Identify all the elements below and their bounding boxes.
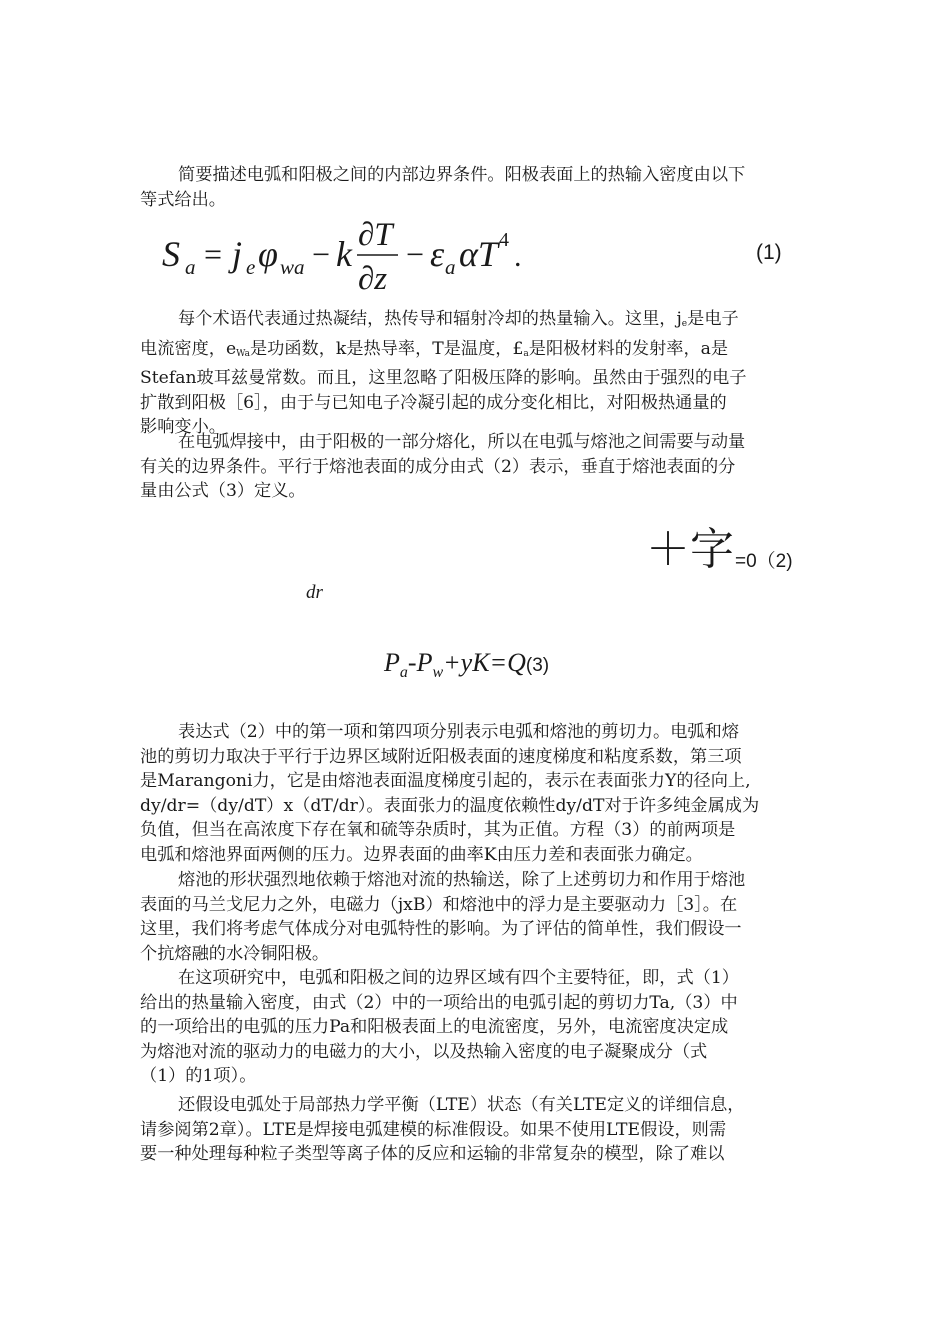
symbol-ewa-sub: Wa <box>236 348 250 359</box>
text-span: 电流密度， <box>140 338 226 359</box>
paragraph-terms <box>140 307 820 440</box>
eq1-alpha-T: αT <box>459 234 498 274</box>
text-line: 等式给出。 <box>140 189 226 210</box>
eq1-numerator: ∂T <box>358 217 393 253</box>
eq1-epsilon: ε <box>430 234 445 274</box>
text-line: 表达式（2）中的第一项和第四项分别表示电弧和熔池的剪切力。电弧和熔 <box>178 722 739 742</box>
text-span: 是阳极材料的发射率，a是 <box>528 338 729 359</box>
symbol-eps: £ <box>512 338 524 359</box>
paragraph-features <box>140 966 820 1089</box>
text-line: 池的剪切力取决于平行于边界区域附近阳极表面的速度梯度和粘度系数，第三项 <box>140 746 742 767</box>
text-line: 简要描述电弧和阳极之间的内部边界条件。阳极表面上的热输入密度由以下 <box>178 165 746 185</box>
eq1-minus-2: − <box>406 236 425 272</box>
equation-3-number: (3) <box>525 655 550 676</box>
eq3-P-w: P <box>416 648 433 677</box>
text-line <box>140 307 820 337</box>
text-line: 请参阅第2章）。LTE是焊接电弧建模的标准假设。如果不使用LTE假设，则需 <box>140 1119 727 1140</box>
equation-3 <box>384 648 549 682</box>
text-line: 在电弧焊接中，由于阳极的一部分熔化，所以在电弧与熔池之间需要与动量 <box>178 432 746 452</box>
text-line: （1）的1项）。 <box>140 1066 257 1087</box>
text-line: 熔池的形状强烈地依赖于熔池对流的热输送，除了上述剪切力和作用于熔池 <box>178 870 746 890</box>
text-span: 是电子 <box>687 309 739 329</box>
text-line: 表面的马兰戈尼力之外，电磁力（jxB）和熔池中的浮力是主要驱动力［3］。在 <box>140 894 738 915</box>
text-span: 每个术语代表通过热凝结，热传导和辐射冷却的热量输入。这里， <box>178 309 677 329</box>
symbol-je: j <box>676 309 682 329</box>
equation-2-tail: =0（2) <box>735 551 793 572</box>
equation-1 <box>162 214 682 294</box>
eq1-epsilon-sub: a <box>445 255 456 279</box>
equation-2-main: ＋字 <box>646 524 734 575</box>
eq1-phi-sub: wa <box>280 255 305 279</box>
symbol-ewa: e <box>225 338 237 359</box>
paragraph-boundary <box>140 430 820 504</box>
text-line: 有关的边界条件。平行于熔池表面的成分由式（2）表示，垂直于熔池表面的分 <box>140 456 736 477</box>
eq1-j-sub: e <box>246 255 256 279</box>
paragraph-convection <box>140 868 820 966</box>
text-line: 还假设电弧处于局部热力学平衡（LTE）状态（有关LTE定义的详细信息， <box>178 1095 745 1115</box>
eq1-phi: φ <box>258 234 278 274</box>
equation-1-number: (1) <box>756 241 782 264</box>
symbol-je-sub: e <box>681 319 688 329</box>
eq3-P-a-sub: a <box>399 664 408 682</box>
equation-2-dr: dr <box>306 582 323 603</box>
text-line: 是Marangoni力，它是由熔池表面温度梯度引起的，表示在表面张力Y的径向上, <box>140 771 751 792</box>
eq3-P-a: P <box>384 648 400 677</box>
text-line: 个抗熔融的水冷铜阳极。 <box>140 943 330 964</box>
symbol-eps-sub: a <box>523 348 529 359</box>
eq1-k: k <box>336 234 352 274</box>
text-line: 这里，我们将考虑气体成分对电弧特性的影响。为了评估的简单性，我们假设一 <box>140 919 742 940</box>
text-line: 扩散到阳极［6］，由于与已知电子冷凝引起的成分变化相比，对阳极热通量的 <box>140 392 727 413</box>
eq1-S: S <box>162 234 180 274</box>
text-line: 量由公式（3）定义。 <box>140 481 306 502</box>
text-line: 影响变小。 <box>140 417 226 438</box>
eq3-P-w-sub: w <box>432 664 444 682</box>
eq3-minus: - <box>407 648 417 677</box>
text-line <box>140 337 820 367</box>
text-line: Stefan玻耳兹曼常数。而且，这里忽略了阳极压降的影响。虽然由于强烈的电子 <box>140 368 747 389</box>
text-line: 要一种处理每种粒子类型等离子体的反应和运输的非常复杂的模型，除了难以 <box>140 1144 725 1165</box>
paragraph-shear <box>140 720 820 868</box>
text-line: 为熔池对流的驱动力的电磁力的大小，以及热输入密度的电子凝聚成分（式 <box>140 1041 708 1062</box>
text-line: 在这项研究中，电弧和阳极之间的边界区域有四个主要特征，即，式（1） <box>178 968 739 988</box>
text-span: 是功函数，k是热导率，T是温度， <box>249 338 513 359</box>
eq3-rest: +yK=Q <box>443 648 526 677</box>
eq1-j: j <box>232 234 243 274</box>
eq1-S-sub: a <box>185 255 196 279</box>
text-line: 负值，但当在高浓度下存在氧和硫等杂质时，其为正值。方程（3）的前两项是 <box>140 820 736 841</box>
text-line: 给出的热量输入密度，由式（2）中的一项给出的电弧引起的剪切力Ta,（3）中 <box>140 992 738 1013</box>
text-line: 的一项给出的电弧的压力Pa和阳极表面上的电流密度，另外，电流密度决定成 <box>140 1017 729 1038</box>
paragraph-lte <box>140 1093 820 1167</box>
eq1-minus-1: − <box>312 236 331 272</box>
text-line: dy/dr=（dy/dT）x（dT/dr）。表面张力的温度依赖性dy/dT对于许多纯金属成为 <box>140 795 760 816</box>
text-line: 电弧和熔池界面两侧的压力。边界表面的曲率K由压力差和表面张力确定。 <box>140 844 703 865</box>
eq1-equals: = <box>204 236 223 272</box>
eq1-power: 4 <box>499 229 509 251</box>
eq1-denominator: ∂z <box>358 261 388 294</box>
eq1-period: . <box>514 240 522 273</box>
paragraph-intro <box>140 163 820 212</box>
